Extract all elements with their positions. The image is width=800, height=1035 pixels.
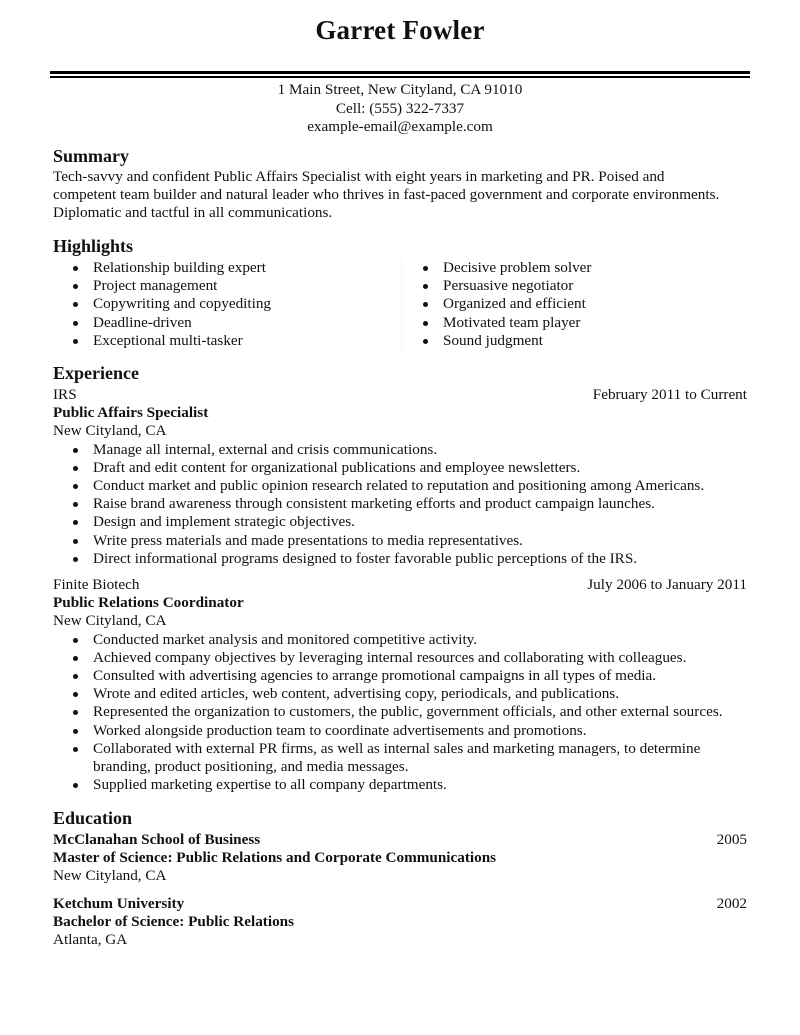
job-bullet: Design and implement strategic objectives. [53, 513, 747, 531]
job-bullet: Raise brand awareness through consistent marketing efforts and product campaign launches. [53, 495, 747, 513]
job-entry [53, 386, 747, 568]
graduation-year: 2005 [716, 831, 747, 848]
degree [53, 849, 747, 867]
section-title-education: Education [53, 808, 133, 828]
job-bullet: Achieved company objectives by leveraging internal resources and collaborating with colleagues. [53, 649, 747, 667]
email: example-email@example.com [307, 118, 493, 135]
job-entry [53, 576, 747, 794]
address: 1 Main Street, New Cityland, CA 91010 [277, 81, 523, 98]
section-title-experience: Experience [53, 363, 139, 383]
job-header [53, 576, 747, 594]
job-bullet: Conducted market analysis and monitored competitive activity. [53, 631, 747, 649]
job-dates: February 2011 to Current [592, 386, 747, 403]
highlight-item: Decisive problem solver [403, 259, 591, 277]
job-bullet: Wrote and edited articles, web content, advertising copy, periodicals, and publications. [53, 685, 747, 703]
job-bullet: Write press materials and made presentations to media representatives. [53, 532, 747, 550]
header-rule-thick [50, 71, 750, 74]
highlight-item: Relationship building expert [53, 259, 271, 277]
highlight-item: Motivated team player [403, 314, 591, 332]
job-bullet: Consulted with advertising agencies to arrange promotional campaigns in all types of media. [53, 667, 747, 685]
school-name: McClanahan School of Business [53, 831, 261, 848]
highlight-item: Persuasive negotiator [403, 277, 591, 295]
summary-line: Tech-savvy and confident Public Affairs Specialist with eight years in marketing and PR. Poised and [53, 168, 665, 185]
header-rule-thin [50, 76, 750, 78]
education-header [53, 895, 747, 913]
job-bullet: Represented the organization to customers, the public, government officials, and other external sources. [53, 703, 747, 721]
highlight-item: Exceptional multi-tasker [53, 332, 271, 350]
highlight-item: Copywriting and copyediting [53, 295, 271, 313]
degree-field: : Public Relations [179, 913, 295, 931]
degree [53, 913, 747, 931]
job-bullet: Worked alongside production team to coordinate advertisements and promotions. [53, 722, 747, 740]
summary-line: Diplomatic and tactful in all communications. [53, 204, 333, 222]
degree-field: : Public Relations and Corporate Communications [167, 849, 497, 867]
summary-text [53, 168, 747, 223]
highlights-column-divider [401, 259, 402, 351]
school-location: Atlanta, GA [53, 931, 128, 949]
contact-info [53, 81, 747, 137]
job-bullet: Supplied marketing expertise to all company departments. [53, 776, 747, 794]
education-entry [53, 895, 747, 950]
education-header [53, 831, 747, 849]
candidate-name: Garret Fowler [315, 15, 485, 45]
phone: Cell: (555) 322-7337 [335, 99, 465, 117]
company-name: IRS [53, 386, 77, 403]
job-bullet: Collaborated with external PR firms, as well as internal sales and marketing managers, to determine branding, product positioning, and media messages. [53, 740, 733, 776]
job-bullet: Conduct market and public opinion research related to reputation and positioning among Americans. [53, 477, 747, 495]
education-entry [53, 831, 747, 886]
job-dates: July 2006 to January 2011 [587, 576, 747, 593]
job-header [53, 386, 747, 404]
school-location: New Cityland, CA [53, 867, 167, 885]
highlight-item: Organized and efficient [403, 295, 591, 313]
job-title: Public Affairs Specialist [53, 404, 209, 422]
highlight-item: Deadline-driven [53, 314, 271, 332]
summary-line: competent team builder and natural leader who thrives in fast-paced government and corporate environments. [53, 186, 720, 204]
highlights-right-column [403, 259, 591, 350]
job-bullet: Direct informational programs designed to foster favorable public perceptions of the IRS. [53, 550, 747, 568]
highlight-item: Project management [53, 277, 271, 295]
degree-name: Master of Science [53, 849, 168, 867]
highlights-left-column [53, 259, 271, 350]
job-bullet: Draft and edit content for organizational publications and employee newsletters. [53, 459, 747, 477]
job-title: Public Relations Coordinator [53, 594, 244, 612]
graduation-year: 2002 [716, 895, 747, 912]
job-bullet: Manage all internal, external and crisis communications. [53, 441, 747, 459]
job-location: New Cityland, CA [53, 612, 167, 630]
highlights-list [53, 259, 747, 351]
degree-name: Bachelor of Science [53, 913, 180, 931]
highlight-item: Sound judgment [403, 332, 591, 350]
section-title-summary: Summary [53, 146, 129, 166]
school-name: Ketchum University [53, 895, 185, 912]
company-name: Finite Biotech [53, 576, 140, 593]
job-location: New Cityland, CA [53, 422, 167, 440]
section-title-highlights: Highlights [53, 236, 134, 256]
